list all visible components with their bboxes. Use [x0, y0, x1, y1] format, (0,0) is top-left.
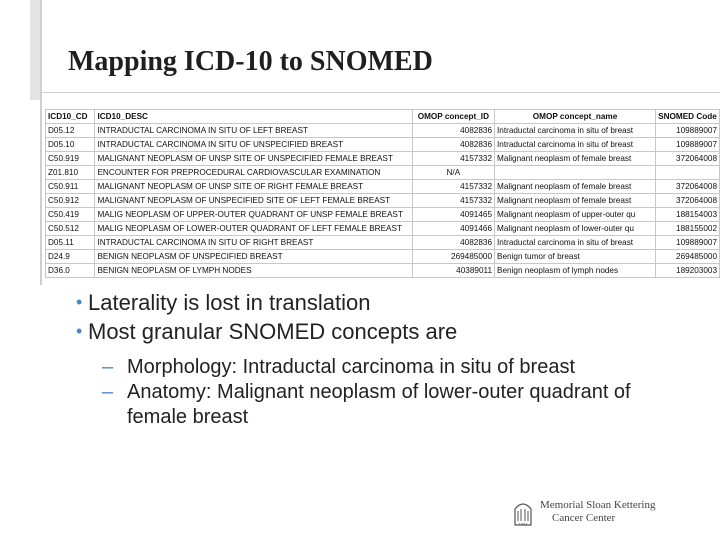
mapping-table	[45, 109, 720, 278]
left-accent-bar	[30, 0, 40, 100]
snomed-code-cell	[656, 166, 720, 180]
icd10-code-cell: Z01.810	[46, 166, 95, 180]
snomed-code-cell: 372064008	[656, 180, 720, 194]
omop-concept-id-cell: 4082836	[412, 236, 494, 250]
sub-bullet-item	[102, 355, 662, 380]
sub-bullet-text: Anatomy: Malignant neoplasm of lower-outer quadrant of female breast	[127, 381, 631, 428]
omop-concept-name-cell: Malignant neoplasm of lower-outer qu	[495, 222, 656, 236]
table-header-row	[46, 110, 720, 124]
snomed-code-cell: 109889007	[656, 236, 720, 250]
table-row	[46, 180, 720, 194]
table-row	[46, 208, 720, 222]
icd10-code-cell: C50.912	[46, 194, 95, 208]
column-header-icd10-cd: ICD10_CD	[46, 110, 95, 124]
omop-concept-name-cell	[495, 166, 656, 180]
icd10-desc-cell: INTRADUCTAL CARCINOMA IN SITU OF LEFT BREAST	[95, 124, 412, 138]
icd10-desc-cell: BENIGN NEOPLASM OF LYMPH NODES	[95, 264, 412, 278]
bullet-dot-icon: •	[76, 292, 83, 312]
bullet-dot-icon: •	[76, 321, 83, 341]
snomed-code-cell: 372064008	[656, 152, 720, 166]
column-header-icd10-desc: ICD10_DESC	[95, 110, 412, 124]
snomed-code-cell: 189203003	[656, 264, 720, 278]
snomed-code-cell: 109889007	[656, 138, 720, 152]
icd10-desc-cell: ENCOUNTER FOR PREPROCEDURAL CARDIOVASCULAR EXAMINATION	[95, 166, 412, 180]
sub-bullet-text: Morphology: Intraductal carcinoma in situ of breast	[127, 356, 575, 378]
omop-concept-id-cell: 40389011	[412, 264, 494, 278]
omop-concept-id-cell: 4082836	[412, 124, 494, 138]
dash-icon: –	[102, 381, 114, 403]
snomed-code-cell: 188154003	[656, 208, 720, 222]
omop-concept-id-cell: N/A	[412, 166, 494, 180]
bullet-list	[76, 288, 457, 346]
table-row	[46, 222, 720, 236]
column-header-omop-concept-name: OMOP concept_name	[495, 110, 656, 124]
sub-bullet-list	[102, 355, 662, 430]
omop-concept-name-cell: Benign neoplasm of lymph nodes	[495, 264, 656, 278]
icd10-code-cell: D24.9	[46, 250, 95, 264]
icd10-desc-cell: MALIG NEOPLASM OF LOWER-OUTER QUADRANT OF LEFT FEMALE BREAST	[95, 222, 412, 236]
snomed-code-cell: 372064008	[656, 194, 720, 208]
icd10-desc-cell: INTRADUCTAL CARCINOMA IN SITU OF RIGHT BREAST	[95, 236, 412, 250]
table-row	[46, 250, 720, 264]
table-row	[46, 236, 720, 250]
omop-concept-id-cell: 269485000	[412, 250, 494, 264]
omop-concept-name-cell: Benign tumor of breast	[495, 250, 656, 264]
icd10-code-cell: C50.919	[46, 152, 95, 166]
bullet-item	[76, 317, 457, 346]
omop-concept-id-cell: 4157332	[412, 152, 494, 166]
icd10-desc-cell: MALIGNANT NEOPLASM OF UNSP SITE OF UNSPECIFIED FEMALE BREAST	[95, 152, 412, 166]
omop-concept-name-cell: Intraductal carcinoma in situ of breast	[495, 124, 656, 138]
icd10-code-cell: C50.419	[46, 208, 95, 222]
icd10-code-cell: D36.0	[46, 264, 95, 278]
table-row	[46, 264, 720, 278]
icd10-desc-cell: MALIGNANT NEOPLASM OF UNSPECIFIED SITE OF LEFT FEMALE BREAST	[95, 194, 412, 208]
logo-line-2: Cancer Center	[552, 512, 616, 524]
msk-logo	[512, 497, 655, 527]
omop-concept-id-cell: 4157332	[412, 180, 494, 194]
icd10-desc-cell: INTRADUCTAL CARCINOMA IN SITU OF UNSPECIFIED BREAST	[95, 138, 412, 152]
logo-line-1: Memorial Sloan Kettering	[540, 499, 656, 511]
icd10-code-cell: C50.512	[46, 222, 95, 236]
table-row	[46, 152, 720, 166]
bullet-text: Most granular SNOMED concepts are	[88, 319, 458, 344]
sub-bullet-item	[102, 380, 662, 430]
table-row	[46, 138, 720, 152]
slide-title: Mapping ICD-10 to SNOMED	[68, 46, 433, 77]
omop-concept-name-cell: Malignant neoplasm of upper-outer qu	[495, 208, 656, 222]
omop-concept-name-cell: Intraductal carcinoma in situ of breast	[495, 236, 656, 250]
icd10-code-cell: D05.11	[46, 236, 95, 250]
icd10-desc-cell: BENIGN NEOPLASM OF UNSPECIFIED BREAST	[95, 250, 412, 264]
msk-building-logo-icon	[512, 497, 534, 527]
bullet-item	[76, 288, 457, 317]
omop-concept-name-cell: Intraductal carcinoma in situ of breast	[495, 138, 656, 152]
omop-concept-id-cell: 4091466	[412, 222, 494, 236]
icd10-desc-cell: MALIGNANT NEOPLASM OF UNSP SITE OF RIGHT FEMALE BREAST	[95, 180, 412, 194]
mapping-table-image	[45, 109, 720, 279]
table-row	[46, 166, 720, 180]
snomed-code-cell: 269485000	[656, 250, 720, 264]
bullet-text: Laterality is lost in translation	[88, 290, 371, 315]
logo-year: 1884	[518, 521, 528, 527]
table-row	[46, 194, 720, 208]
column-header-omop-concept-id: OMOP concept_ID	[412, 110, 494, 124]
left-accent-line	[40, 0, 42, 285]
snomed-code-cell: 109889007	[656, 124, 720, 138]
dash-icon: –	[102, 356, 114, 378]
logo-wordmark	[540, 499, 655, 525]
icd10-code-cell: C50.911	[46, 180, 95, 194]
omop-concept-id-cell: 4091465	[412, 208, 494, 222]
icd10-code-cell: D05.10	[46, 138, 95, 152]
omop-concept-id-cell: 4082836	[412, 138, 494, 152]
omop-concept-id-cell: 4157332	[412, 194, 494, 208]
icd10-desc-cell: MALIG NEOPLASM OF UPPER-OUTER QUADRANT OF UNSP FEMALE BREAST	[95, 208, 412, 222]
column-header-snomed-code: SNOMED Code	[656, 110, 720, 124]
snomed-code-cell: 188155002	[656, 222, 720, 236]
title-divider	[42, 92, 720, 93]
omop-concept-name-cell: Malignant neoplasm of female breast	[495, 194, 656, 208]
table-row	[46, 124, 720, 138]
omop-concept-name-cell: Malignant neoplasm of female breast	[495, 152, 656, 166]
omop-concept-name-cell: Malignant neoplasm of female breast	[495, 180, 656, 194]
icd10-code-cell: D05.12	[46, 124, 95, 138]
